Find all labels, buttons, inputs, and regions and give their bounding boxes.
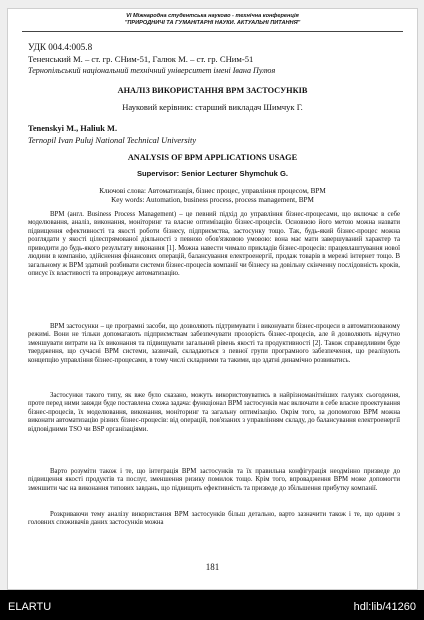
repository-name: ELARTU bbox=[8, 601, 52, 613]
title-ua: АНАЛІЗ ВИКОРИСТАННЯ BPM ЗАСТОСУНКІВ bbox=[117, 86, 308, 95]
paragraph-3-block bbox=[28, 392, 400, 434]
paragraph-4: Варто розуміти також і те, що інтеграція BPM застосунків та їх правильна конфігурація неодмінно призведе до підвищення якості продуктів та послуг, зменшення ризику помилок тощо. Крім того, впровадження BPM може допомогти зменшити час на виконання типових завдань, що підвищить ефективність та призведе до збільшення прибутку компанії. bbox=[28, 468, 400, 492]
affiliation-en: Ternopil Ivan Puluj National Technical University bbox=[28, 136, 197, 145]
conference-name: VI Міжнародна студентська науково - технічна конференція bbox=[126, 13, 299, 19]
supervisor-ua: Науковий керівник: старший викладач Шимчук Г. bbox=[122, 102, 303, 112]
paragraph-1: BPM (англ. Business Process Management) – це певний підхід до управління бізнес-процесами, що включає в себе моделювання, аналіз, виконання, моніторинг та власне оптимізацію бізнес-процесів. Основною його метою можна назвати підвищення ефективності та якості роботи бізнесу, підприємства, застосунку тощо. Так, будь-який бізнес-процес можна розглядати у якості цілеспрямованої діяльності з певною обов'язковою умовою: вона має мати завершуваний характер та приводити до будь-якого результату виконання [1]. Можна навести чимало прикладів бізнес-процесів: працевлаштування нової людини в компанію, здійснення фінансових операцій, балансування електроенергії, продаж товарів в мережі інтернет тощо. В загальному ж BPM здатний розбивати системи бізнес-процесів компанії чи бізнесу на довільну скінченну послідовність кроків, описує їх властивості та впроваджує автоматизацію. bbox=[28, 211, 400, 278]
conference-header bbox=[8, 13, 417, 26]
paragraph-3: Застосунки такого типу, як вже було сказано, можуть використовуватись в найрізноманітніших галузях сьогодення, проте перед ними завжди буде поставлена схожа задача: функціонал BPM застосунків має включати в себе власне проектування бізнес-процесів, їх моделювання, виконання, моніторинг та загальну оптимізацію. Окрім того, за допомогою BPM можна виконати автоматизацію різних бізнес-процесів: від операцій, пов'язаних з управлінням складу, до балансування електроенергії відповідними TSO чи BSP організаціями. bbox=[28, 392, 400, 433]
authors-en: Tenenskyi M., Haliuk M. bbox=[28, 124, 118, 133]
paragraph-4-block bbox=[28, 468, 400, 493]
paragraph-2: BPM застосунки – це програмні засоби, що дозволяють підтримувати і виконувати бізнес-процеси в автоматизованому режимі. Вони не тільки допомагають підприємствам забезпечувати прозорість бізнес-процесів, але й дозволяють відчутно зменшувати витрати на їх виконання та підвищувати загальний рівень якості та продуктивності [2]. Також справедливим буде твердження, що сучасні BPM системи, зазвичай, складаються з певної групи програмного забезпечення, що реалізують концепцію управління бізнес-процесами, в тому числі складними та такими, що здатні динамічно розвиватись. bbox=[28, 323, 400, 364]
document-page bbox=[7, 8, 418, 590]
title-en: ANALYSIS OF BPM APPLICATIONS USAGE bbox=[127, 153, 298, 162]
repository-footer bbox=[0, 590, 424, 620]
udc-code: УДК 004.4:005.8 bbox=[28, 42, 93, 52]
header-divider bbox=[22, 31, 403, 32]
keywords-en: Key words: Automation, business process, process management, BPM bbox=[111, 196, 314, 204]
authors-ua: Тененський М. – ст. гр. СНим-51, Галюк М. – ст. гр. СНим-51 bbox=[28, 54, 254, 64]
handle-id: hdl:lib/41260 bbox=[353, 601, 416, 613]
supervisor-en: Supervisor: Senior Lecturer Shymchuk G. bbox=[136, 169, 289, 178]
keywords-ua: Ключові слова: Автоматизація, бізнес процес, управління процесом, BPM bbox=[99, 187, 326, 195]
paragraph-1-block bbox=[28, 211, 400, 279]
affiliation-ua: Тернопільський національний технічний університет імені Івана Пулюя bbox=[28, 66, 276, 75]
paragraph-5-block bbox=[28, 511, 400, 528]
paragraph-2-block bbox=[28, 323, 400, 365]
conference-theme: "ПРИРОДНИЧІ ТА ГУМАНІТАРНІ НАУКИ. АКТУАЛЬНІ ПИТАННЯ" bbox=[124, 19, 301, 26]
page-number: 181 bbox=[205, 562, 220, 572]
paragraph-5: Розкриваючи тему аналізу використання BPM застосунків більш детально, варто зазначити також і те, що одним з головних споживачів даних застосунків можна bbox=[28, 511, 400, 527]
